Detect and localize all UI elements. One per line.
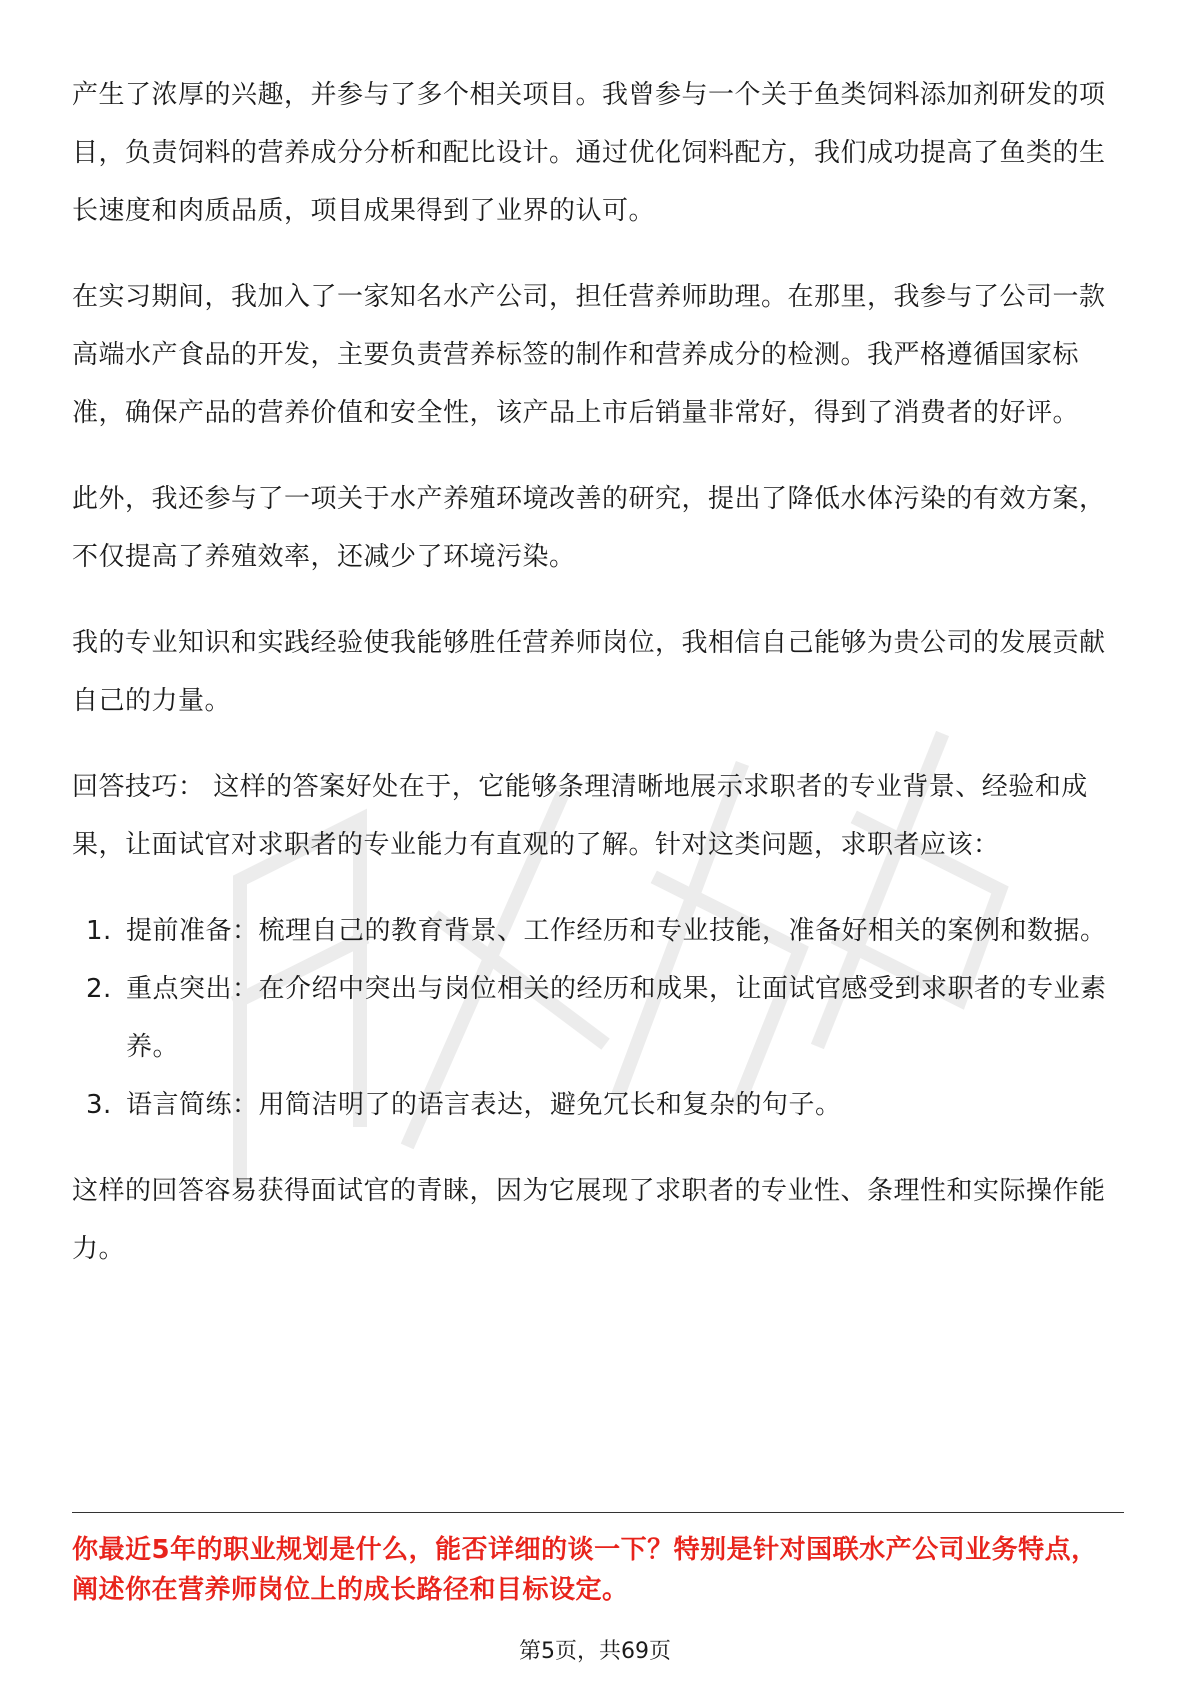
paragraph-closing: 这样的回答容易获得面试官的青睐，因为它展现了求职者的专业性、条理性和实际操作能力。 (72, 1176, 1106, 1264)
paragraph-project-experience: 产生了浓厚的兴趣，并参与了多个相关项目。我曾参与一个关于鱼类饲料添加剂研发的项目，负责饲料的营养成分分析和配比设计。通过优化饲料配方，我们成功提高了鱼类的生长速度和肉质品质，项目成果得到了业界的认可。 (72, 80, 1106, 226)
paragraph-answer-tips: 回答技巧： 这样的答案好处在于，它能够条理清晰地展示求职者的专业背景、经验和成果，让面试官对求职者的专业能力有直观的了解。针对这类问题，求职者应该： (72, 772, 1088, 860)
paragraph-conclusion: 我的专业知识和实践经验使我能够胜任营养师岗位，我相信自己能够为贵公司的发展贡献自己的力量。 (72, 628, 1106, 716)
list-item-text: 语言简练：用简洁明了的语言表达，避免冗长和复杂的句子。 (126, 1090, 842, 1120)
list-number: 3. (86, 1090, 112, 1120)
list-item (72, 1076, 1124, 1134)
list-item (72, 902, 1124, 960)
paragraph-internship: 在实习期间，我加入了一家知名水产公司，担任营养师助理。在那里，我参与了公司一款高端水产食品的开发，主要负责营养标签的制作和营养成分的检测。我严格遵循国家标准，确保产品的营养价值和安全性，该产品上市后销量非常好，得到了消费者的好评。 (72, 282, 1106, 428)
interview-question: 你最近5年的职业规划是什么，能否详细的谈一下？特别是针对国联水产公司业务特点，阐述你在营养师岗位上的成长路径和目标设定。 (72, 1535, 1098, 1605)
list-number: 2. (86, 974, 112, 1004)
list-number: 1. (86, 916, 112, 946)
list-item (72, 960, 1124, 1076)
list-item-text: 提前准备：梳理自己的教育背景、工作经历和专业技能，准备好相关的案例和数据。 (126, 916, 1107, 946)
page-number: 第5页，共69页 (519, 1639, 671, 1664)
list-item-text: 重点突出：在介绍中突出与岗位相关的经历和成果，让面试官感受到求职者的专业素养。 (126, 974, 1107, 1062)
paragraph-research: 此外，我还参与了一项关于水产养殖环境改善的研究，提出了降低水体污染的有效方案，不仅提高了养殖效率，还减少了环境污染。 (72, 484, 1106, 572)
section-divider (72, 1512, 1124, 1513)
main-content (72, 66, 1124, 1306)
tips-list (72, 902, 1124, 1134)
